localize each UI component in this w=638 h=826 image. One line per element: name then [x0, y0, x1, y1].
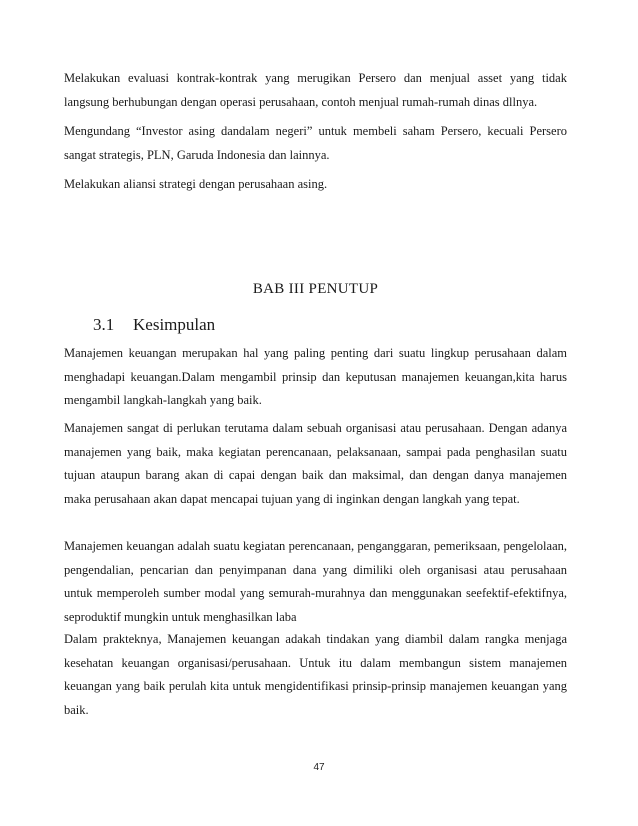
page-number: 47	[313, 762, 325, 773]
section-number: 3.1	[93, 315, 115, 334]
chapter-title: BAB III PENUTUP	[252, 281, 379, 297]
paragraph-mengundang-investor: Mengundang “Investor asing dandalam negeri” untuk membeli saham Persero, kecuali Persero sangat strategis, PLN, Garuda Indonesia dan lainnya.	[64, 124, 567, 162]
section-title: Kesimpulan	[133, 315, 216, 334]
paragraph-conclusion-2: Manajemen sangat di perlukan terutama dalam sebuah organisasi atau perusahaan. Dengan adanya manajemen yang baik, maka kegiatan perencanaan, pelaksanaan, sampai pada penghasilan suatu tujuan ataupun barang akan di capai dengan baik dan maksimal, dan dengan danya manajemen maka perusahaan akan dapat mencapai tujuan yang di inginkan dengan langkah yang tepat.	[64, 421, 567, 506]
paragraph-evaluasi-kontrak: Melakukan evaluasi kontrak-kontrak yang merugikan Persero dan menjual asset yang tidak langsung berhubungan dengan operasi perusahaan, contoh menjual rumah-rumah dinas dllnya.	[64, 71, 567, 109]
paragraph-conclusion-1: Manajemen keuangan merupakan hal yang paling penting dari suatu lingkup perusahaan dalam menghadapi keuangan.Dalam mengambil prinsip dan keputusan manajemen keuangan,kita harus mengambil langkah-langkah yang baik.	[64, 346, 567, 407]
section-heading	[93, 315, 215, 335]
paragraph-aliansi-strategi: Melakukan aliansi strategi dengan perusahaan asing.	[64, 177, 328, 191]
paragraph-conclusion-3: Manajemen keuangan adalah suatu kegiatan perencanaan, penganggaran, pemeriksaan, pengelolaan, pengendalian, pencarian dan penyimpanan dana yang dimiliki oleh organisasi atau perusahaan untuk memperoleh sumber modal yang semurah-murahnya dan menggunakan seefektif-efektifnya, seproduktif mungkin untuk menghasilkan laba	[64, 539, 567, 624]
paragraph-conclusion-4: Dalam prakteknya, Manajemen keuangan adakah tindakan yang diambil dalam rangka menjaga kesehatan keuangan organisasi/perusahaan. Untuk itu dalam membangun sistem manajemen keuangan yang baik perulah kita untuk mengidentifikasi prinsip-prinsip manajemen keuangan yang baik.	[64, 632, 567, 717]
